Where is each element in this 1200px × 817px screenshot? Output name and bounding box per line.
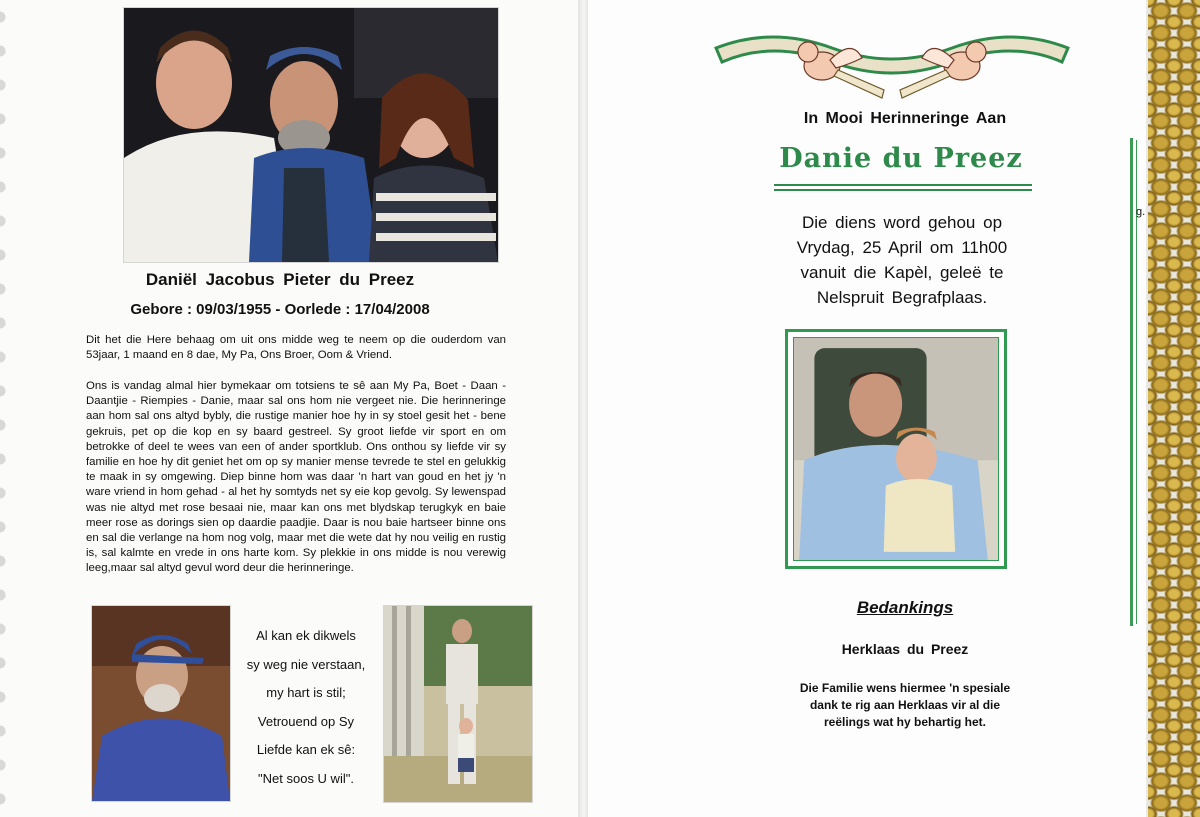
thanks-line: reëlings wat hy behartig het.: [823, 715, 987, 729]
acknowledged-person: Herklaas du Preez: [841, 641, 969, 657]
service-line: Vrydag, 25 April om 11h00: [796, 238, 1008, 257]
outdoor-photo-with-child: [384, 606, 532, 802]
cherub-ribbon-banner-icon: [712, 18, 1072, 110]
edge-text-fragment: g.: [1136, 206, 1146, 218]
green-vertical-rule: [1130, 138, 1133, 626]
service-line: vanuit die Kapèl, geleë te: [800, 263, 1004, 282]
scalloped-edge: [0, 0, 10, 817]
gold-braid-trim: [1148, 0, 1200, 817]
portrait-photo-cap: [92, 606, 230, 801]
service-line: Die diens word gehou op: [801, 213, 1003, 232]
acknowledgements-heading: Bedankings: [856, 598, 954, 617]
memorial-name: Danie du Preez: [779, 143, 1023, 174]
deceased-full-name: Daniël Jacobus Pieter du Preez: [145, 270, 415, 289]
name-underline: [774, 189, 1032, 191]
service-line: Nelspruit Begrafplaas.: [816, 288, 988, 307]
poem-line: "Net soos U wil".: [258, 770, 354, 786]
poem-line: Liefde kan ek sê:: [256, 742, 356, 757]
poem: [236, 622, 376, 793]
name-underline: [774, 184, 1032, 186]
birth-death-dates: Gebore : 09/03/1955 - Oorlede : 17/04/2008: [130, 301, 430, 318]
thanks-line: Die Familie wens hiermee 'n spesiale: [799, 681, 1011, 695]
group-photo: [124, 8, 498, 262]
tribute-paragraph: Ons is vandag almal hier bymekaar om totsiens te sê aan My Pa, Boet - Daan - Daantjie - Riempies - Danie, maar sal ons hom nie vergeet nie. Die herinneringe aan hom sal ons altyd bybly, die rustige manier hoe hy in sy stoel gesit het - bene gekruis, pet op die kop en sy baard gestreel. Sy groot liefde vir sport en om betrokke of deel te wees van een of ander sportklub. Ons onthou sy liefde vir sy familie en hoe hy dit geniet het om op sy manier mense tevrede te stel en gelukkig te maak in sy omgewing. Diep binne hom was daar 'n hart van goud en het jy 'n ware vriend in hom gehad - al het hy somtyds net sy eie kop gevolg. Sy lewenspad was nie altyd met rose besaai nie, maar kan ons met blydskap terugkyk en baie meer rose as dorings sien op daardie paadjie. Daar is nou baie hartseer binne ons en sal die verlange na hom nog volg, maar met die wete dat hy nou veilig en rustig is, sal kalmte en vrede in ons harte kom. Sy plekkie in ons midde is nou verewig leeg,maar sal altyd gevul word deur die herinneringe.: [86, 380, 506, 575]
poem-line: sy weg nie verstaan,: [246, 656, 366, 672]
poem-line: Vetrouend op Sy: [257, 713, 355, 729]
memorial-heading: In Mooi Herinneringe Aan: [803, 110, 1007, 127]
intro-paragraph: Dit het die Here behaag om uit ons midde weg te neem op die ouderdom van 53jaar, 1 maand en 8 dae, My Pa, Ons Broer, Oom & Vriend.: [86, 334, 506, 362]
poem-line: Al kan ek dikwels: [256, 628, 356, 643]
thanks-line: dank te rig aan Herklaas vir al die: [809, 698, 1001, 712]
acknowledgement-text: [765, 680, 1045, 731]
framed-photo: [785, 329, 1007, 569]
service-details: [752, 210, 1052, 310]
poem-line: my hart is stil;: [266, 685, 346, 700]
father-and-child-photo: [794, 338, 998, 560]
